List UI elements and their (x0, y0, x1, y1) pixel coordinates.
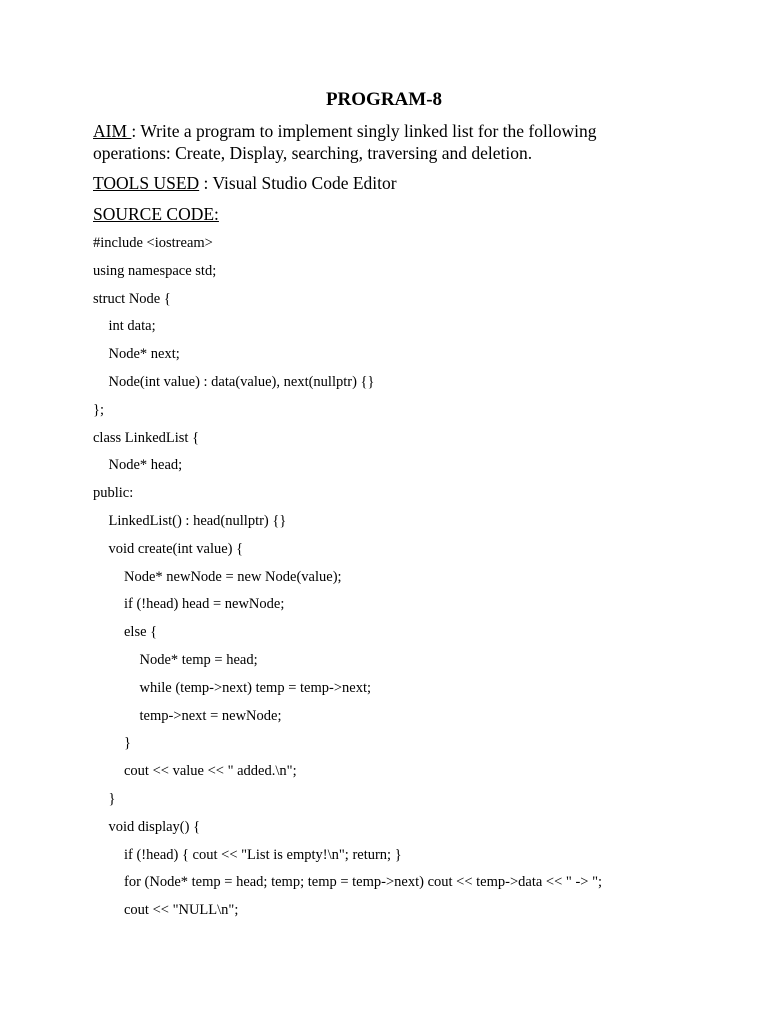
aim-label: AIM (93, 121, 132, 141)
code-line: void create(int value) { (108, 540, 244, 557)
source-code-block (93, 234, 733, 929)
code-line: int data; (108, 318, 156, 335)
aim-paragraph (93, 121, 653, 164)
code-line: LinkedList() : head(nullptr) {} (108, 512, 287, 529)
code-line: if (!head) { cout << "List is empty!\n"; return; } (124, 846, 402, 863)
code-line: Node* head; (108, 457, 183, 474)
code-line: Node* next; (108, 346, 180, 363)
tools-paragraph (93, 172, 693, 194)
code-line: public: (93, 485, 134, 502)
code-line: using namespace std; (93, 262, 217, 279)
tools-label: TOOLS USED (93, 173, 200, 193)
code-line: Node* newNode = new Node(value); (124, 568, 342, 585)
code-line: cout << "NULL\n"; (124, 902, 239, 919)
code-line: void display() { (108, 818, 201, 835)
code-line: #include <iostream> (93, 235, 213, 251)
code-line: while (temp->next) temp = temp->next; (139, 679, 371, 696)
code-line: if (!head) head = newNode; (124, 596, 285, 613)
code-line: else { (124, 624, 158, 641)
code-line: cout << value << " added.\n"; (124, 763, 297, 780)
aim-text: : Write a program to implement singly linked list for the following operations: Create, Display, searching, traversing and deletion. (93, 121, 597, 163)
code-line: for (Node* temp = head; temp; temp = temp->next) cout << temp->data << " -> "; (124, 874, 603, 891)
code-line: Node(int value) : data(value), next(nullptr) {} (108, 373, 375, 390)
code-line: struct Node { (93, 290, 171, 307)
program-title: PROGRAM-8 (325, 89, 443, 110)
code-line: temp->next = newNode; (139, 707, 282, 724)
source-code-heading: SOURCE CODE: (93, 204, 219, 224)
code-line: } (124, 735, 131, 752)
code-line: class LinkedList { (93, 429, 200, 446)
tools-text: : Visual Studio Code Editor (199, 173, 397, 193)
code-line: } (108, 790, 116, 807)
code-line: }; (93, 401, 104, 418)
code-line: Node* temp = head; (139, 651, 258, 668)
